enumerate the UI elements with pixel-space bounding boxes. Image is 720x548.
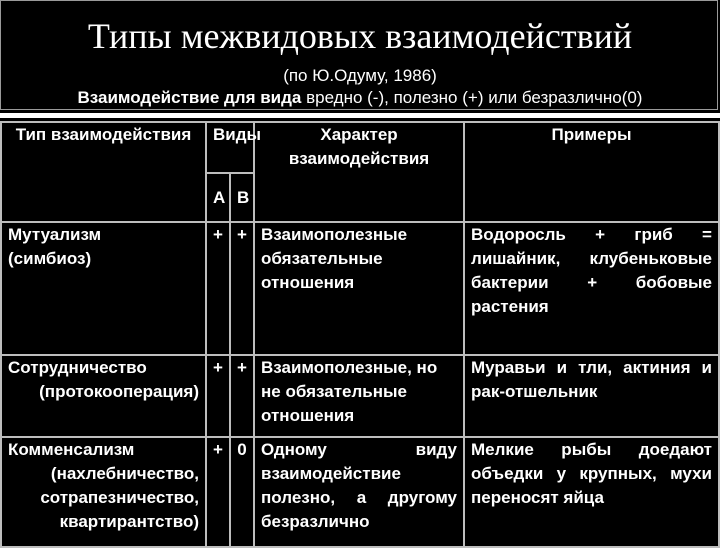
type-name: Сотрудничество	[8, 358, 147, 377]
type-alias: (нахлебничество,	[50, 464, 199, 483]
header-type: Тип взаимодействия	[1, 122, 206, 222]
type-alias: (симбиоз)	[8, 249, 92, 268]
header-examples: Примеры	[464, 122, 719, 222]
header-row	[1, 122, 719, 173]
row-type	[1, 437, 206, 547]
row-character: Взаимополезные, но не обязательные отношения	[254, 355, 464, 437]
row-type	[1, 222, 206, 355]
row-b: 0	[230, 437, 254, 547]
legend-rest: вредно (-), полезно (+) или безразлично(0)	[301, 88, 643, 107]
row-a: +	[206, 355, 230, 437]
row-b: +	[230, 222, 254, 355]
type-alias: квартирантство)	[59, 512, 199, 531]
type-name: Комменсализм	[8, 440, 135, 459]
interactions-table	[0, 121, 720, 548]
row-b: +	[230, 355, 254, 437]
table-row	[1, 222, 719, 355]
legend-bold: Взаимодействие для вида	[77, 88, 302, 107]
row-character: Одному виду взаимодействие полезно, а другому безразлично	[254, 437, 464, 547]
type-name: Мутуализм	[8, 225, 102, 244]
row-examples: Водоросль + гриб = лишайник, клубеньковые бактерии + бобовые растения	[464, 222, 719, 355]
slide-subtitle: (по Ю.Одуму, 1986)	[283, 66, 437, 85]
header-species-b: В	[230, 173, 254, 222]
row-character: Взаимополезные обязательные отношения	[254, 222, 464, 355]
slide-title: Типы межвидовых взаимодействий	[87, 16, 633, 56]
row-a: +	[206, 222, 230, 355]
legend-description	[0, 88, 720, 108]
header-character: Характер взаимодействия	[254, 122, 464, 222]
header-species: Виды	[206, 122, 254, 173]
type-alias: сотрапезничество,	[40, 488, 199, 507]
row-examples: Муравьи и тли, актиния и рак-отшельник	[464, 355, 719, 437]
separator-line	[0, 113, 720, 118]
table-row	[1, 437, 719, 547]
type-alias: (протокооперация)	[39, 382, 199, 401]
row-examples: Мелкие рыбы доедают объедки у крупных, мухи переносят яйца	[464, 437, 719, 547]
header-species-a: А	[206, 173, 230, 222]
row-a: +	[206, 437, 230, 547]
row-type	[1, 355, 206, 437]
table-row	[1, 355, 719, 437]
